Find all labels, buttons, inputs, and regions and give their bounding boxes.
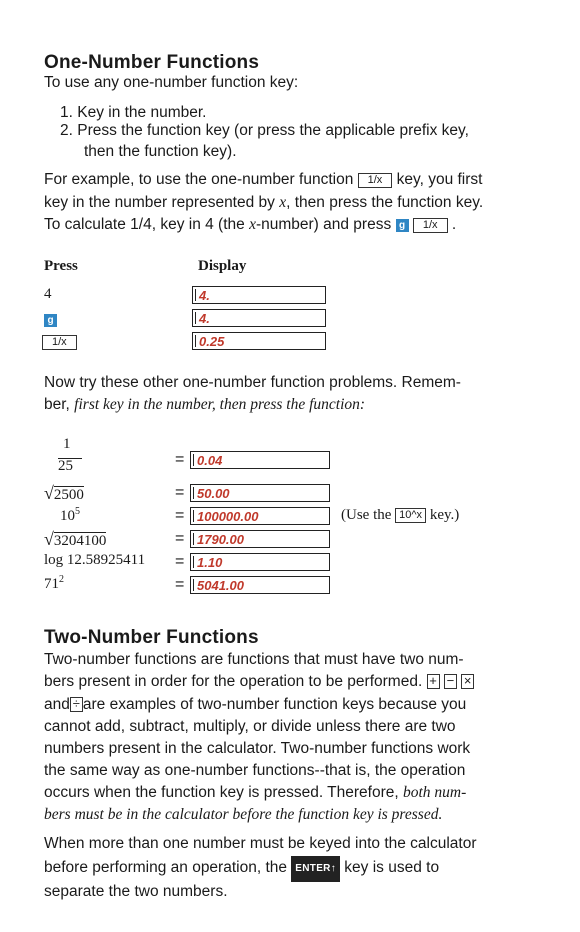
result-1: 0.04 [190,451,330,469]
equals-sign: = [175,507,185,524]
equals-sign: = [175,451,185,468]
ten-power-key: 10^x [395,508,426,523]
two-number-line-7: occurs when the function key is pressed. Therefore, both num- [44,784,467,801]
reciprocal-key: 1/x [413,218,448,233]
display-header: Display [198,258,247,274]
practice-line-1: Now try these other one-number function problems. Remem- [44,374,461,391]
two-number-line-4: cannot add, subtract, multiply, or divide unless there are two [44,718,456,735]
problem-square: $71^2$ [44,574,64,592]
divide-key: ÷ [70,697,83,712]
step-1: 1. Key in the number. [60,104,207,121]
two-number-line-2: bers present in order for the operation to be performed. + − × [44,670,544,694]
result-2: 50.00 [190,484,330,502]
reciprocal-key: 1/x [358,173,393,188]
result-5: 1.10 [190,553,330,571]
display-row-3: 0.25 [192,332,326,350]
problem-sqrt-3204100: √3204100 [44,529,107,549]
two-number-line-6: the same way as one-number functions--that is, the operation [44,762,466,779]
plus-key: + [427,674,440,689]
fraction-numerator: 1 [63,436,71,452]
press-row-2 [44,311,57,329]
g-prefix-key: g [44,314,57,327]
fraction-denominator: 25 [58,458,73,474]
two-number-line-1: Two-number functions are functions that must have two num- [44,651,464,668]
equals-sign: = [175,484,185,501]
minus-key: − [444,674,457,689]
equals-sign: = [175,576,185,593]
press-header: Press [44,258,78,274]
enter-key: ENTER↑ [291,856,340,882]
press-row-3 [42,333,77,351]
step-2-continued: then the function key). [84,143,237,160]
two-number-line-5: numbers present in the calculator. Two-number functions work [44,740,471,757]
example-line-3: To calculate 1/4, key in 4 (the x-number) and press g 1/x . [44,216,457,233]
two-number-line-8: bers must be in the calculator before the function key is pressed. [44,806,443,823]
result-6: 5041.00 [190,576,330,594]
result-3: 100000.00 [190,507,330,525]
equals-sign: = [175,553,185,570]
enter-line-2: before performing an operation, the ENTER↑ key is used to [44,856,544,882]
press-row-1: 4 [44,286,52,302]
problem-ten-power: $10^5$ [60,506,80,524]
example-line-1: For example, to use the one-number function 1/x key, you first [44,171,483,188]
step-2: 2. Press the function key (or press the applicable prefix key, [60,122,469,139]
equals-sign: = [175,530,185,547]
enter-line-1: When more than one number must be keyed into the calculator [44,835,477,852]
example-line-2: key in the number represented by x, then press the function key. [44,194,484,211]
intro-text: To use any one-number function key: [44,74,299,91]
display-row-2: 4. [192,309,326,327]
display-row-1: 4. [192,286,326,304]
practice-line-2: ber, first key in the number, then press the function: [44,396,366,413]
result-4: 1790.00 [190,530,330,548]
g-prefix-key: g [396,219,409,232]
multiply-key: × [461,674,474,689]
section-title-one-number: One-Number Functions [44,52,260,73]
use-key-note: (Use the 10^x key.) [341,507,460,523]
reciprocal-key: 1/x [42,335,77,350]
two-number-line-3: and ÷ are examples of two-number function keys because you [44,696,467,713]
section-title-two-number: Two-Number Functions [44,627,259,648]
enter-line-3: separate the two numbers. [44,883,228,900]
problem-sqrt-2500: √2500 [44,483,84,503]
problem-log: log 12.58925411 [44,552,146,568]
